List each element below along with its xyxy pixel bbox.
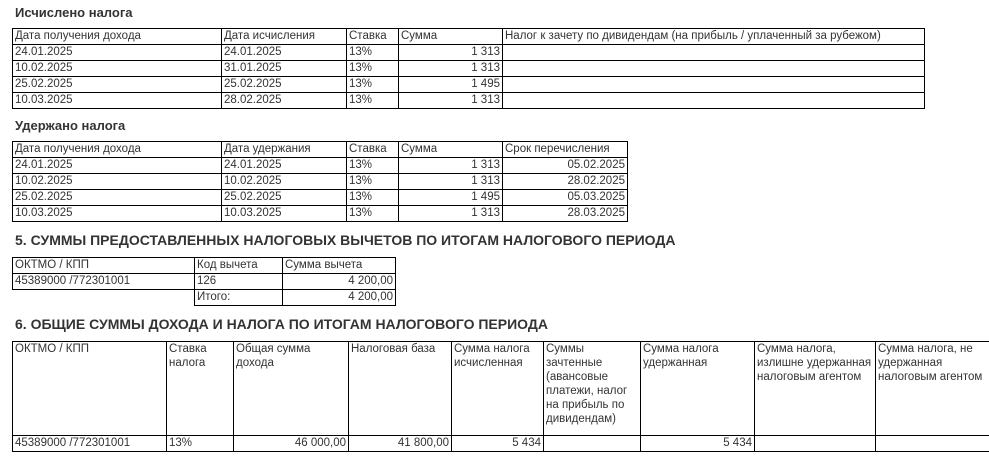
header-cell: ОКТМО / КПП <box>13 258 195 274</box>
amount: 1 495 <box>399 190 503 206</box>
empty-cell <box>13 290 195 306</box>
table-row <box>13 274 396 290</box>
section-title-deductions: 5. СУММЫ ПРЕДОСТАВЛЕННЫХ НАЛОГОВЫХ ВЫЧЕТОВ ПО ИТОГАМ НАЛОГОВОГО ПЕРИОДА <box>15 232 676 248</box>
transfer-deadline: 28.03.2025 <box>503 206 628 222</box>
header-cell: Сумма налога удержанная <box>641 342 755 436</box>
header-cell: Сумма налога исчисленная <box>452 342 544 436</box>
table-row <box>13 174 628 190</box>
table-row <box>13 190 628 206</box>
tax-not-withheld <box>876 436 989 452</box>
rate: 13% <box>347 190 399 206</box>
calculated-tax-table <box>12 28 925 109</box>
withhold-date: 24.01.2025 <box>222 158 347 174</box>
section-title-withheld: Удержано налога <box>15 118 126 133</box>
tax-base: 41 800,00 <box>349 436 452 452</box>
withhold-date: 10.03.2025 <box>222 206 347 222</box>
offset <box>503 77 925 93</box>
income-date: 24.01.2025 <box>13 45 222 61</box>
header-cell: Сумма налога, не удержанная налоговым агентом <box>876 342 989 436</box>
rate: 13% <box>347 174 399 190</box>
calc-date: 24.01.2025 <box>222 45 347 61</box>
total-row <box>13 290 396 306</box>
total-value: 4 200,00 <box>283 290 396 306</box>
transfer-deadline: 05.03.2025 <box>503 190 628 206</box>
income-date: 24.01.2025 <box>13 158 222 174</box>
header-cell: Налоговая база <box>349 342 452 436</box>
section-title-totals: 6. ОБЩИЕ СУММЫ ДОХОДА И НАЛОГА ПО ИТОГАМ НАЛОГОВОГО ПЕРИОДА <box>15 316 548 332</box>
header-cell: Общая сумма дохода <box>234 342 349 436</box>
header-cell: Дата получения дохода <box>13 142 222 158</box>
header-cell: ОКТМО / КПП <box>13 342 167 436</box>
tax-overwithheld <box>755 436 876 452</box>
rate: 13% <box>167 436 234 452</box>
section-title-calculated: Исчислено налога <box>15 5 133 20</box>
header-cell: Дата получения дохода <box>13 29 222 45</box>
rate: 13% <box>347 45 399 61</box>
offset <box>503 45 925 61</box>
amount: 1 313 <box>399 174 503 190</box>
amount: 1 313 <box>399 61 503 77</box>
table-row <box>13 77 925 93</box>
withhold-date: 10.02.2025 <box>222 174 347 190</box>
deduction-code: 126 <box>195 274 283 290</box>
rate: 13% <box>347 77 399 93</box>
withhold-date: 25.02.2025 <box>222 190 347 206</box>
header-cell: Суммы зачтенные (авансовые платежи, налог на прибыль по дивидендам) <box>544 342 641 436</box>
income-date: 10.02.2025 <box>13 61 222 77</box>
header-cell: Сумма вычета <box>283 258 396 274</box>
transfer-deadline: 28.02.2025 <box>503 174 628 190</box>
deduction-amount: 4 200,00 <box>283 274 396 290</box>
header-cell: Сумма <box>399 29 503 45</box>
calc-date: 25.02.2025 <box>222 77 347 93</box>
table-row <box>13 93 925 109</box>
oktmo-kpp: 45389000 /772301001 <box>13 274 195 290</box>
header-cell: Сумма <box>399 142 503 158</box>
table-row <box>13 45 925 61</box>
total-income: 46 000,00 <box>234 436 349 452</box>
amount: 1 313 <box>399 45 503 61</box>
table-header-row <box>13 342 989 436</box>
amount: 1 313 <box>399 158 503 174</box>
offset <box>503 93 925 109</box>
tax-offset <box>544 436 641 452</box>
calc-date: 31.01.2025 <box>222 61 347 77</box>
income-date: 25.02.2025 <box>13 190 222 206</box>
transfer-deadline: 05.02.2025 <box>503 158 628 174</box>
rate: 13% <box>347 61 399 77</box>
income-date: 10.03.2025 <box>13 206 222 222</box>
header-cell: Дата удержания <box>222 142 347 158</box>
header-cell: Сумма налога, излишне удержанная налоговым агентом <box>755 342 876 436</box>
total-label: Итого: <box>195 290 283 306</box>
amount: 1 313 <box>399 206 503 222</box>
rate: 13% <box>347 93 399 109</box>
header-cell: Налог к зачету по дивидендам (на прибыль / уплаченный за рубежом) <box>503 29 925 45</box>
table-row <box>13 158 628 174</box>
header-cell: Ставка налога <box>167 342 234 436</box>
rate: 13% <box>347 158 399 174</box>
totals-table <box>12 341 989 452</box>
income-date: 10.03.2025 <box>13 93 222 109</box>
tax-calculated: 5 434 <box>452 436 544 452</box>
offset <box>503 61 925 77</box>
income-date: 10.02.2025 <box>13 174 222 190</box>
deductions-table <box>12 257 396 306</box>
table-row <box>13 206 628 222</box>
header-cell: Срок перечисления <box>503 142 628 158</box>
income-date: 25.02.2025 <box>13 77 222 93</box>
header-cell: Дата исчисления <box>222 29 347 45</box>
rate: 13% <box>347 206 399 222</box>
table-row <box>13 61 925 77</box>
table-header-row <box>13 142 628 158</box>
calc-date: 28.02.2025 <box>222 93 347 109</box>
table-row <box>13 436 989 452</box>
table-header-row <box>13 29 925 45</box>
tax-withheld: 5 434 <box>641 436 755 452</box>
table-header-row <box>13 258 396 274</box>
header-cell: Код вычета <box>195 258 283 274</box>
withheld-tax-table <box>12 141 628 222</box>
header-cell: Ставка <box>347 142 399 158</box>
amount: 1 495 <box>399 77 503 93</box>
oktmo-kpp: 45389000 /772301001 <box>13 436 167 452</box>
header-cell: Ставка <box>347 29 399 45</box>
amount: 1 313 <box>399 93 503 109</box>
